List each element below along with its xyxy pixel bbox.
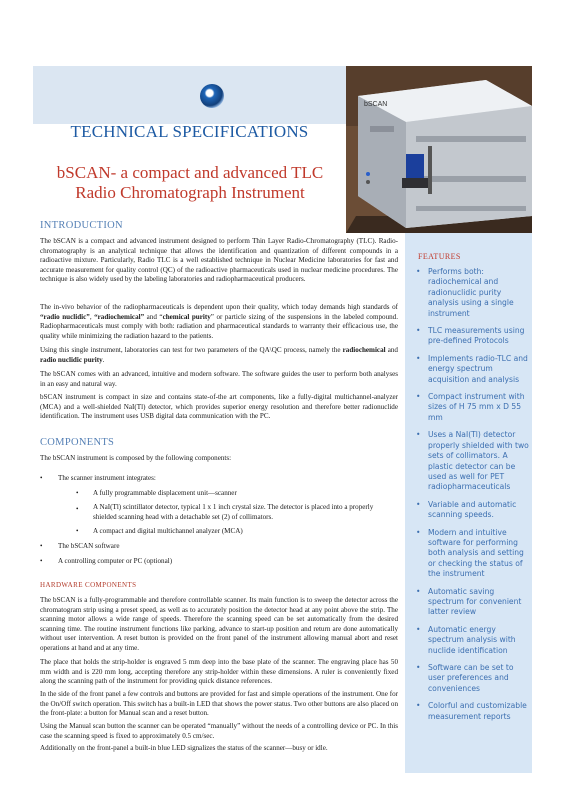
feature-item: • Modern and intuitive software for performing both analysis and setting or checking the status of the instrument bbox=[414, 528, 530, 580]
bullet-icon: • bbox=[76, 527, 79, 535]
text-span: and “ bbox=[144, 312, 163, 321]
bold-span: chemical purity bbox=[162, 312, 211, 321]
list-item: A controlling computer or PC (optional) bbox=[58, 557, 173, 565]
logo-icon bbox=[200, 84, 224, 108]
hardware-paragraph-2: The place that holds the strip-holder is engraved 5 mm deep into the base plate of the scanner. The engraving place has 50 mm width and is 220 mm long, accepting therefore any strip-holder within these dimensions. A ruler is conveniently fixed along the scanning path of the instrument for providing quick distance references. bbox=[40, 658, 398, 685]
document-title-line1: bSCAN- a compact and advanced TLC bbox=[56, 163, 324, 182]
device-label: bSCAN bbox=[364, 101, 388, 108]
features-list bbox=[414, 267, 530, 729]
document-title-line2: Radio Chromatograph Instrument bbox=[75, 183, 305, 202]
bold-span: “radiochemical” bbox=[94, 312, 145, 321]
hardware-paragraph-4: Using the Manual scan button the scanner can be operated “manually” without the needs of a controlling device or PC. In this case the scanning speed is fixed to approximately 0.5 cm/sec. bbox=[40, 722, 398, 740]
text-span: and bbox=[385, 346, 398, 354]
feature-item: • Automatic saving spectrum for convenient latter review bbox=[414, 587, 530, 618]
feature-item: • Uses a NaI(Tl) detector properly shielded with two sets of collimators. A plastic detector can be used as well for PET radiopharmaceuticals bbox=[414, 430, 530, 492]
intro-paragraph-2 bbox=[40, 303, 398, 341]
sub-list-item: A compact and digital multichannel analyzer (MCA) bbox=[93, 527, 243, 535]
bullet-icon: • bbox=[40, 542, 43, 550]
components-intro: The bSCAN instrument is composed by the following components: bbox=[40, 454, 232, 462]
document-title bbox=[40, 163, 340, 203]
hardware-paragraph-3: In the side of the front panel a few controls and buttons are provided for fast and simple operations of the instrument. One for the On/Off switch operation. This switch has a built-in LED that shows the power status. Two other buttons are also placed on the front-plate: a button for Manual scan and a reset button. bbox=[40, 690, 398, 717]
features-heading: FEATURES bbox=[418, 252, 461, 261]
feature-item: • Compact instrument with sizes of H 75 mm x D 55 mm bbox=[414, 392, 530, 423]
feature-item: • Performs both: radiochemical and radionuclidic purity analysis using a single instrument bbox=[414, 267, 530, 319]
sub-list-item: A NaI(Tl) scintillator detector, typical 1 x 1 inch crystal size. The detector is placed into a properly shielded scanning head with a detachable set (2) of collimators. bbox=[93, 503, 374, 521]
bold-span: “radio nuclidic” bbox=[40, 312, 90, 321]
feature-item: • Variable and automatic scanning speeds. bbox=[414, 500, 530, 521]
intro-paragraph-3 bbox=[40, 346, 398, 365]
text-span: The in-vivo behavior of the radiopharmaceuticals is dependent upon their quality, which today demands high standards of bbox=[40, 303, 398, 311]
hardware-paragraph-1: The bSCAN is a fully-programmable and therefore controllable scanner. Its main function is to sweep the detector across the chromatogram strip using a preset speed, as well as to accurately position the detector head at any point above the strip. The scanning motor allows a wide range of speeds. Therefore the scanning speed can be set automatically from the desired scanning time. The routine instrument functions like parking, advance to start-up position and return are done automatically without user intervention. A reset button is provided on the front panel of the instrument allowing manual abort and reset operations at hand and at any time. bbox=[40, 596, 398, 652]
feature-item: • Implements radio-TLC and energy spectrum acquisition and analysis bbox=[414, 354, 530, 385]
bullet-icon: • bbox=[76, 505, 79, 513]
hardware-paragraph-5: Additionally on the front-panel a built-in blue LED signalizes the status of the scanner—busy or idle. bbox=[40, 744, 328, 752]
feature-item: • Software can be set to user preferences and conveniences bbox=[414, 663, 530, 694]
bullet-icon: • bbox=[40, 474, 43, 482]
feature-item: • Automatic energy spectrum analysis with nuclide identification bbox=[414, 625, 530, 656]
text-span: , bbox=[89, 312, 95, 321]
intro-paragraph-4: The bSCAN comes with an advanced, intuitive and modern software. The software guides the user to perform both analyses in an easy and natural way. bbox=[40, 370, 398, 388]
list-item: The bSCAN software bbox=[58, 542, 120, 550]
bold-span: radiochemical bbox=[342, 346, 386, 354]
text-span: ” or particle sizing of the suspensions in the labeled compound. Radiopharmaceuticals must comply with both: radiation and pharmaceutical standards to warranty their efficacious use, the quality while minimizing the radiation hazard to the patients. bbox=[40, 312, 398, 340]
text-span: Using this single instrument, laboratories can test for two parameters of the QA\QC process, namely the bbox=[40, 346, 343, 354]
intro-paragraph-5: bSCAN instrument is compact in size and contains state-of-the art components, like a fully-digital multichannel-analyzer (MCA) and a well-shielded NaI(Tl) detector, which provides superior energy resolution and therefore better radionuclide identification. The instrument uses USB digital data communication with the PC. bbox=[40, 393, 398, 420]
page-title: TECHNICAL SPECIFICATIONS bbox=[70, 122, 309, 141]
feature-item: • Colorful and customizable measurement reports bbox=[414, 701, 530, 722]
bullet-icon: • bbox=[76, 489, 79, 497]
components-heading: COMPONENTS bbox=[40, 437, 115, 448]
list-item: The scanner instrument integrates: bbox=[58, 474, 156, 482]
introduction-heading: INTRODUCTION bbox=[40, 220, 123, 231]
intro-paragraph-1: The bSCAN is a compact and advanced instrument designed to perform Thin Layer Radio-Chromatography (TLC). Radio-chromatography is an analytical technique that allows the identification and quantization of different compounds in a radioactive mixture. Particularly, Radio TLC is a well established technique in Nuclear Medicine laboratories for fast and accurate measurement for quality control (QC) of the radioactive pharmaceuticals used in nuclear medicine procedures. The technique is also widely used by the labeling laboratories and radiopharmaceutical producers. bbox=[40, 237, 398, 283]
bullet-icon: • bbox=[40, 557, 43, 565]
instrument-photo bbox=[346, 66, 532, 233]
bold-span: radio nuclidic purity bbox=[40, 355, 103, 364]
header-band bbox=[33, 66, 346, 124]
text-span: . bbox=[102, 355, 105, 364]
hardware-heading: HARDWARE COMPONENTS bbox=[40, 581, 137, 589]
feature-item: • TLC measurements using pre-defined Protocols bbox=[414, 326, 530, 347]
sub-list-item: A fully programmable displacement unit—scanner bbox=[93, 489, 237, 497]
